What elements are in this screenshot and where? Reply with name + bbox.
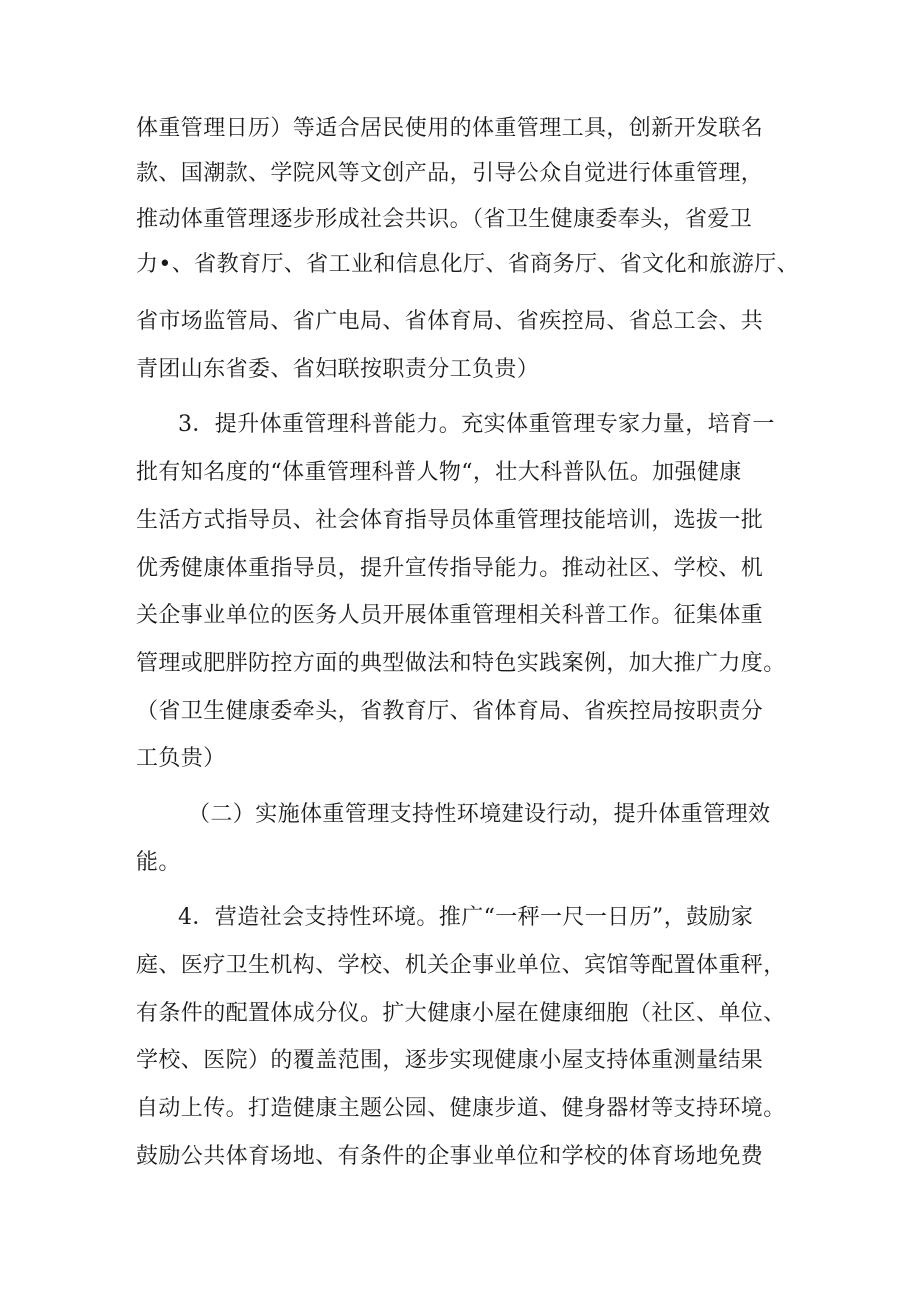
text-line-3: 推动体重管理逐步形成社会共识。（省卫生健康委奉头，省爱卫 xyxy=(136,207,753,232)
text-line-21: 自动上传。打造健康主题公园、健康步道、健身器材等支持环境。 xyxy=(136,1096,786,1121)
text-line-7: 3．提升体重管理科普能力。充实体重管理专家力量，培育一 xyxy=(178,412,775,437)
text-line-9: 生活方式指导员、社会体育指导员体重管理技能培训，选拔一批 xyxy=(136,508,764,533)
text-line-13: （省卫生健康委牵头，省教育厅、省体育局、省疾控局按职责分 xyxy=(136,699,764,724)
text-line-8: 批有知名度的“体重管理科普人物“，壮大科普队伍。加强健康 xyxy=(136,460,742,485)
text-line-20: 学校、医院）的覆盖范围，逐步实现健康小屋支持体重测量结果 xyxy=(136,1048,764,1073)
text-line-18: 庭、医疗卫生机构、学校、机关企事业单位、宾馆等配置体重秤， xyxy=(136,953,786,978)
text-line-14: 工负贵） xyxy=(136,746,226,771)
text-line-17: 4．营造社会支持性环境。推广“一秤一尺一日历”，鼓励家 xyxy=(178,905,754,930)
section-heading-line-2: 能。 xyxy=(136,850,181,875)
text-line-12: 管理或肥胖防控方面的典型做法和特色实践案例，加大推广力度。 xyxy=(136,651,786,676)
text-line-4: 力•、省教育厅、省工业和信息化厅、省商务厅、省文化和旅游厅、 xyxy=(136,252,799,277)
text-line-6: 青团山东省委、省妇联按职责分工负贵） xyxy=(136,357,540,382)
text-line-2: 款、国潮款、学院风等文创产品，引导公众自觉进行体重管理， xyxy=(136,161,764,186)
text-line-11: 关企事业单位的医务人员开展体重管理相关科普工作。征集体重 xyxy=(136,603,764,628)
text-line-19: 有条件的配置体成分仪。扩大健康小屋在健康细胞（社区、单位、 xyxy=(136,1001,786,1026)
text-line-1: 体重管理日历）等适合居民使用的体重管理工具，创新开发联名 xyxy=(136,116,764,141)
text-line-5: 省市场监管局、省广电局、省体育局、省疾控局、省总工会、共 xyxy=(136,309,764,334)
text-line-22: 鼓励公共体育场地、有条件的企事业单位和学校的体育场地免费 xyxy=(136,1144,764,1169)
section-heading-line-1: （二）实施体重管理支持性环境建设行动，提升体重管理效 xyxy=(188,802,771,827)
text-line-10: 优秀健康体重指导员，提升宣传指导能力。推动社区、学校、机 xyxy=(136,556,764,581)
